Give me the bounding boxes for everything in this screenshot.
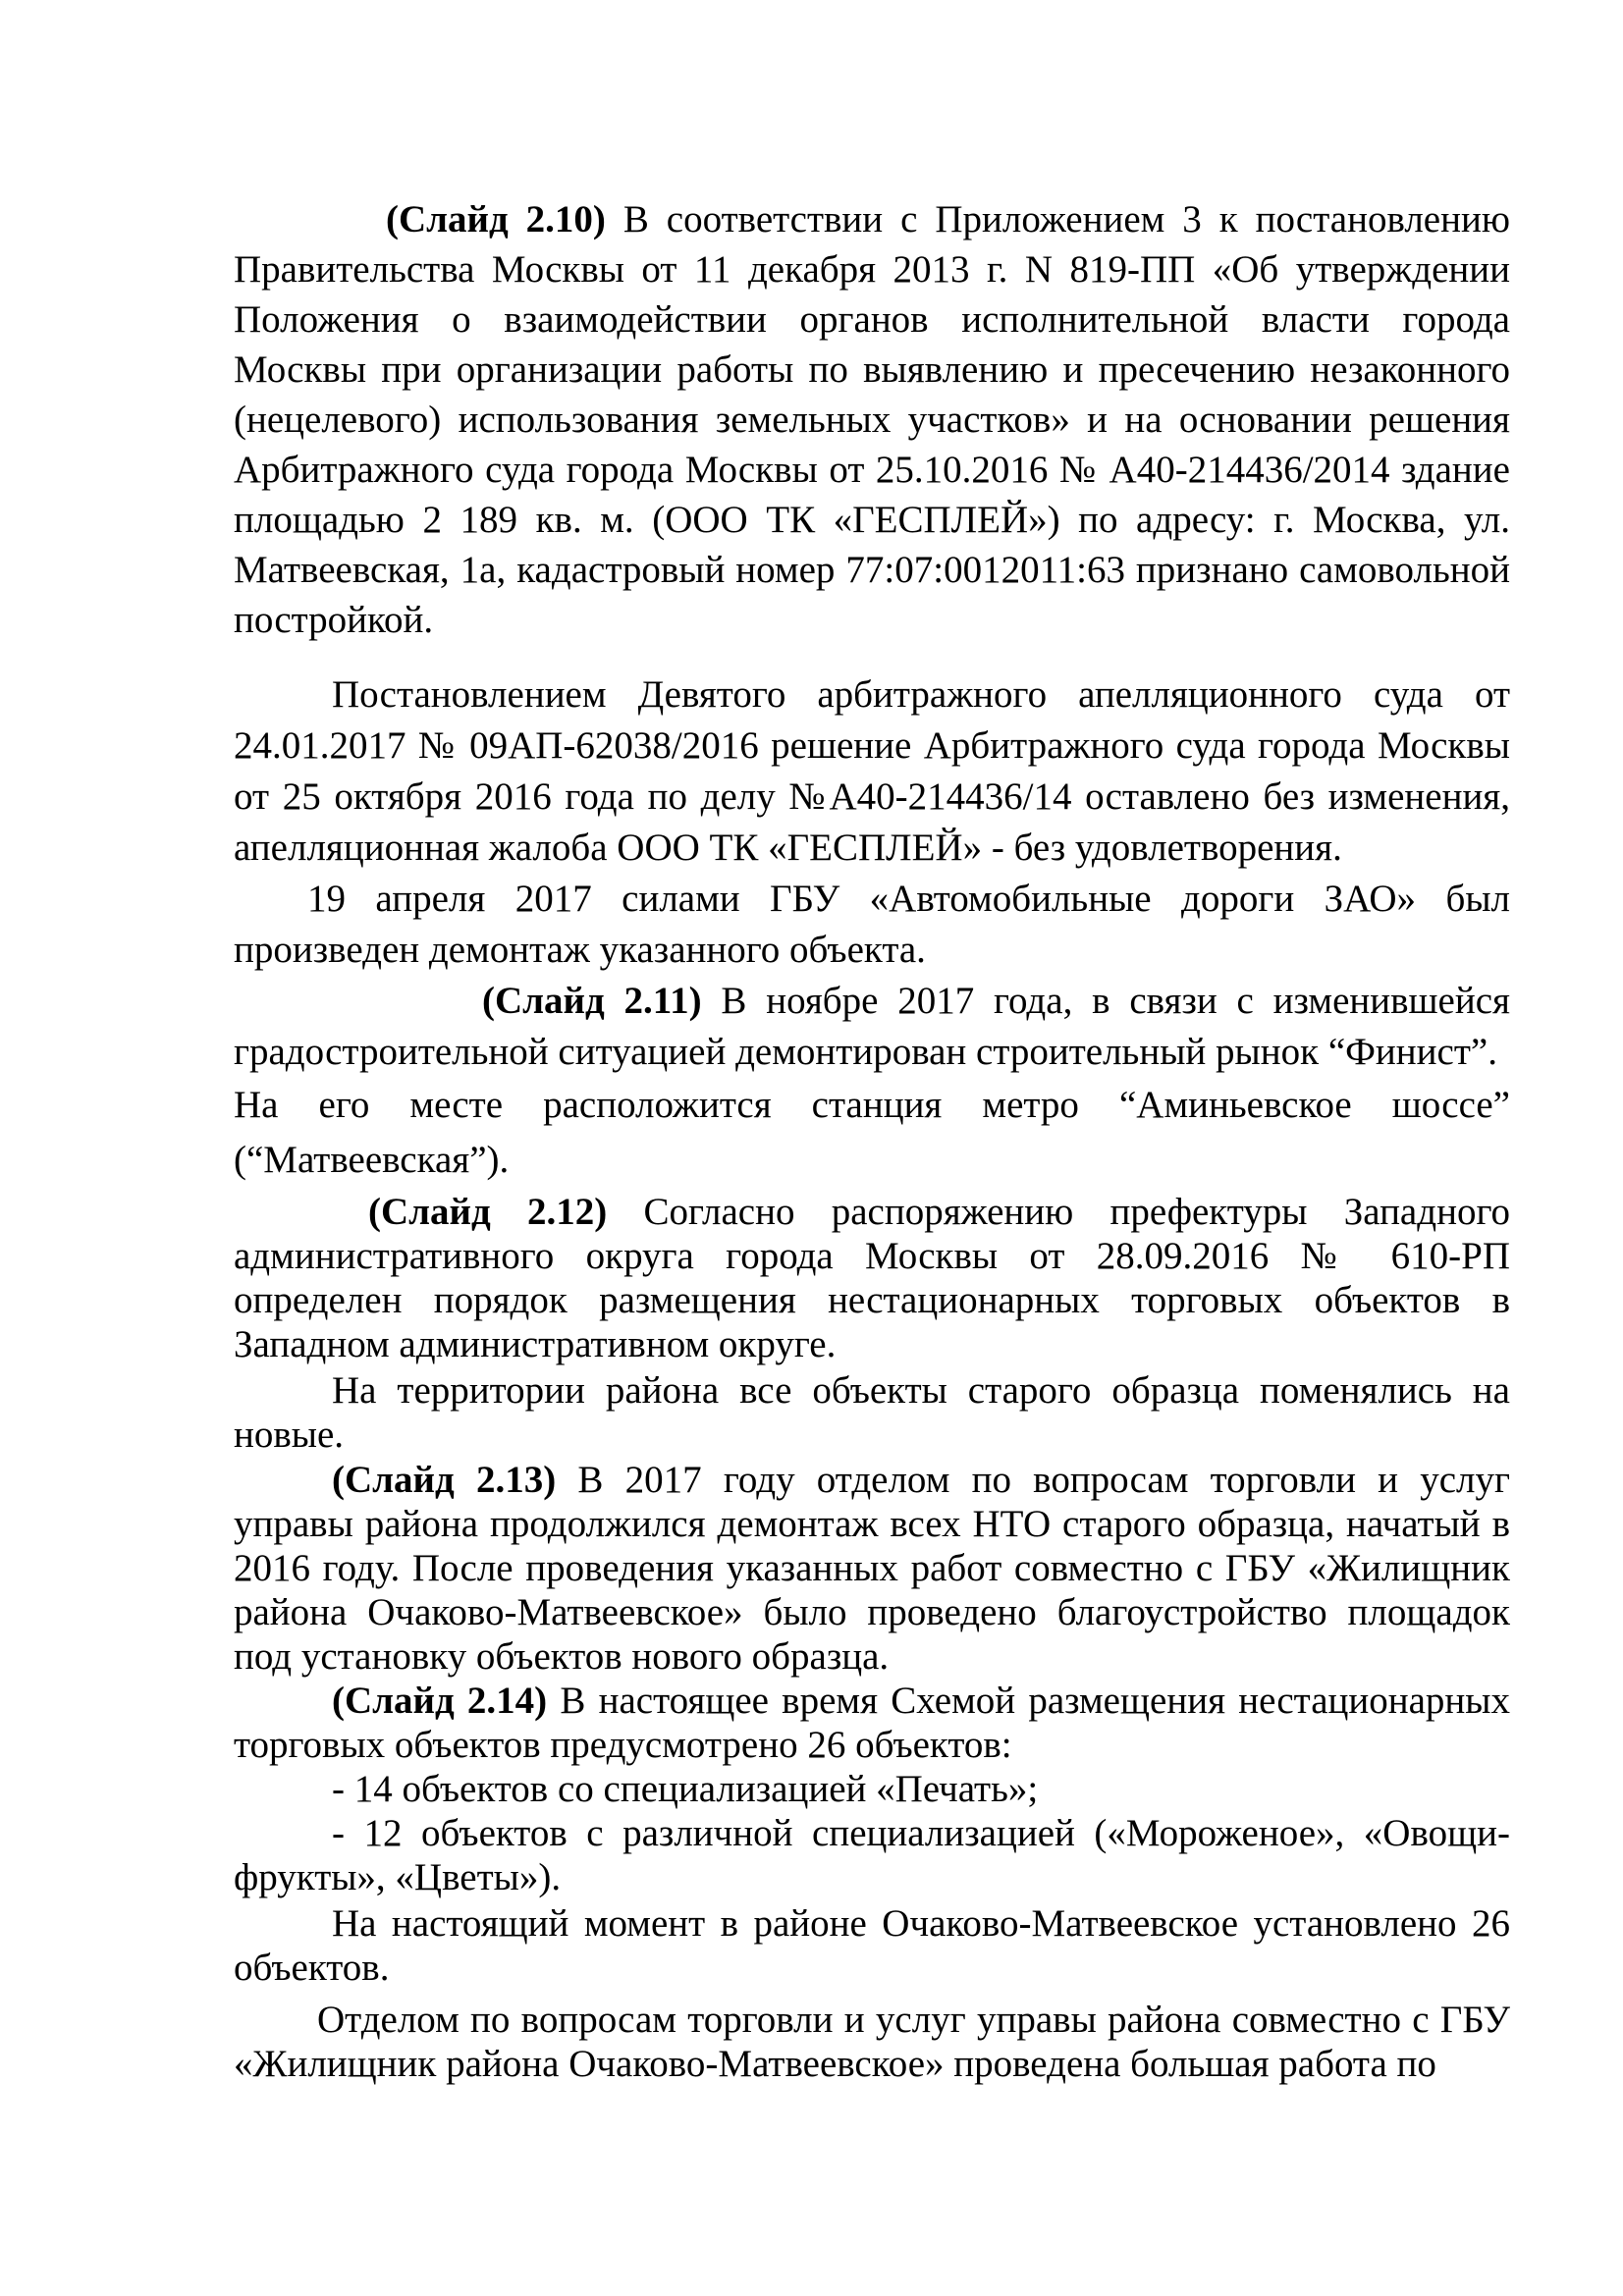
list-item-various: - 12 объектов с различной специализацией («Мороженое», «Овощи-фрукты», «Цветы»). — [234, 1812, 1510, 1898]
paragraph-appeal-court: Постановлением Девятого арбитражного апелляционного суда от 24.01.2017 № 09АП-62038/2016 решение Арбитражного суда города Москвы от 25 октября 2016 года по делу №А40-214436/14 оставлено без изменения, апелляционная жалоба ООО ТК «ГЕСПЛЕЙ» - без удовлетворения. — [234, 673, 1510, 869]
paragraph-slide-2-10 — [234, 194, 1510, 645]
paragraph-installed-objects: На настоящий момент в районе Очаково-Матвеевское установлено 26 объектов. — [234, 1902, 1510, 1989]
slide-label: (Слайд 2.12) — [368, 1191, 608, 1233]
paragraph-text: В 2017 году отделом по вопросам торговли и услуг управы района продолжился демонтаж всех НТО старого образца, начатый в 2016 году. После проведения указанных работ совместно с ГБУ «Жилищник района Очаково-Матвеевское» было проведено благоустройство площадок под установку объектов нового образца. — [234, 1459, 1511, 1678]
paragraph-text: В соответствии с Приложением 3 к постановлению Правительства Москвы от 11 декабря 2013 г. N 819-ПП «Об утверждении Положения о взаимодействии органов исполнительной власти города Москвы при организации работы по выявлению и пресечению незаконного (нецелевого) использования земельных участков» и на основании решения Арбитражного суда города Москвы от 25.10.2016 № А40-214436/2014 здание площадью 2 189 кв. м. (ООО ТК «ГЕСПЛЕЙ») по адресу: г. Москва, ул. Матвеевская, 1а, кадастровый номер 77:07:0012011:63 признано самовольной постройкой. — [234, 198, 1510, 641]
paragraph-new-objects: На территории района все объекты старого образца поменялись на новые. — [234, 1369, 1510, 1456]
slide-label: (Слайд 2.13) — [332, 1459, 557, 1501]
slide-label: (Слайд 2.14) — [332, 1680, 548, 1722]
paragraph-trade-department: Отделом по вопросам торговли и услуг управы района совместно с ГБУ «Жилищник района Очаково-Матвеевское» проведена большая работа по — [234, 1999, 1510, 2085]
paragraph-text: Согласно распоряжению префектуры Западного административного округа города Москвы от 28.09.2016 № 610-РП определен порядок размещения нестационарных торговых объектов в Западном административном округе. — [234, 1191, 1510, 1365]
slide-label: (Слайд 2.10) — [386, 198, 606, 240]
paragraph-text: В ноябре 2017 года, в связи с изменившейся градостроительной ситуацией демонтирован строительный рынок “Финист”. — [234, 980, 1510, 1073]
paragraph-slide-2-12 — [234, 1190, 1510, 1366]
paragraph-metro-station: На его месте расположится станция метро “Аминьевское шоссе” (“Матвеевская”). — [234, 1084, 1510, 1181]
slide-label: (Слайд 2.11) — [482, 980, 702, 1022]
paragraph-slide-2-11 — [234, 976, 1510, 1078]
paragraph-slide-2-13 — [234, 1458, 1510, 1679]
list-item-print: - 14 объектов со специализацией «Печать»; — [332, 1768, 1039, 1810]
document-body — [234, 194, 1510, 2086]
paragraph-slide-2-14 — [234, 1679, 1510, 1767]
paragraph-text: В настоящее время Схемой размещения нестационарных торговых объектов предусмотрено 26 объектов: — [234, 1680, 1511, 1766]
paragraph-demolition: 19 апреля 2017 силами ГБУ «Автомобильные дороги ЗАО» был произведен демонтаж указанного объекта. — [234, 878, 1510, 971]
